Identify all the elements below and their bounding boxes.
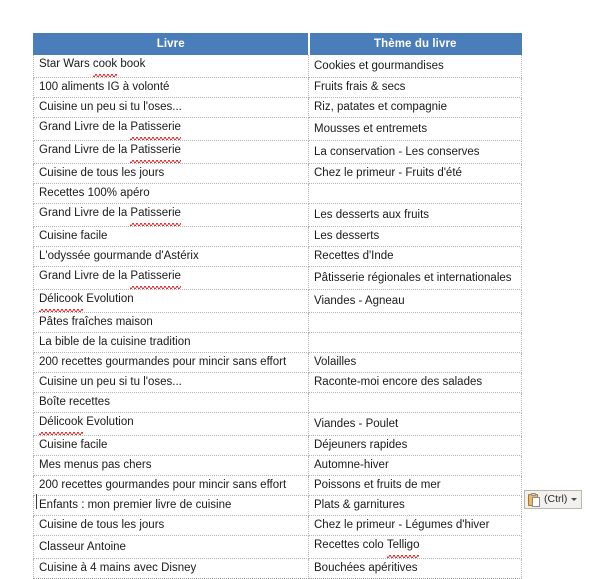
cell-livre[interactable]: Enfants : mon premier livre de cuisine: [34, 496, 309, 516]
table-row: [34, 267, 522, 290]
table-row: [34, 141, 522, 164]
text-caret: [36, 494, 37, 509]
table-row: [34, 164, 522, 184]
clipboard-icon: [528, 493, 541, 507]
table-row: [34, 78, 522, 98]
cell-livre[interactable]: Grand Livre de la Patisserie: [34, 141, 309, 164]
cell-livre[interactable]: Délicook Evolution: [34, 290, 309, 313]
paste-options-label: (Ctrl): [544, 493, 568, 506]
table-row: [34, 496, 522, 516]
table-row: [34, 247, 522, 267]
cell-theme[interactable]: La conservation - Les conserves: [309, 141, 522, 164]
table-row: [34, 55, 522, 78]
cell-livre[interactable]: Cuisine à 4 mains avec Disney: [34, 559, 309, 579]
cell-theme[interactable]: Viandes - Poulet: [309, 413, 522, 436]
cell-livre[interactable]: Cuisine facile: [34, 436, 309, 456]
table-row: [34, 373, 522, 393]
cell-livre[interactable]: Classeur Antoine: [34, 536, 309, 559]
column-header-theme: Thème du livre: [309, 34, 522, 55]
table-row: [34, 413, 522, 436]
misspelled-word: Délicook: [39, 413, 83, 435]
cell-theme[interactable]: Les desserts: [309, 227, 522, 247]
table-row: [34, 204, 522, 227]
table-row: [34, 290, 522, 313]
cell-livre[interactable]: 100 aliments IG à volonté: [34, 78, 309, 98]
cell-theme[interactable]: Poissons et fruits de mer: [309, 476, 522, 496]
cell-livre[interactable]: Cuisine facile: [34, 227, 309, 247]
misspelled-word: Patisserie: [130, 118, 181, 140]
cell-livre[interactable]: Délicook Evolution: [34, 413, 309, 436]
cell-theme[interactable]: Volailles: [309, 353, 522, 373]
table-row: [34, 353, 522, 373]
table-body: [34, 55, 522, 579]
misspelled-word: Patisserie: [130, 267, 181, 289]
cell-theme[interactable]: Chez le primeur - Fruits d'été: [309, 164, 522, 184]
table-row: [34, 436, 522, 456]
cell-livre[interactable]: Cuisine un peu si tu l'oses...: [34, 98, 309, 118]
cell-theme[interactable]: Recettes d'Inde: [309, 247, 522, 267]
cell-theme[interactable]: [309, 184, 522, 204]
cell-theme[interactable]: [309, 313, 522, 333]
cell-theme[interactable]: Mousses et entremets: [309, 118, 522, 141]
table-row: [34, 313, 522, 333]
cell-livre[interactable]: Star Wars cook book: [34, 55, 309, 78]
cell-livre[interactable]: Cuisine un peu si tu l'oses...: [34, 373, 309, 393]
chevron-down-icon[interactable]: [571, 498, 577, 501]
books-table: [33, 33, 522, 579]
cell-theme[interactable]: Automne-hiver: [309, 456, 522, 476]
misspelled-word: Patisserie: [130, 204, 181, 226]
table-row: [34, 333, 522, 353]
table-header: [34, 34, 522, 55]
cell-theme[interactable]: Riz, patates et compagnie: [309, 98, 522, 118]
cell-theme[interactable]: Cookies et gourmandises: [309, 55, 522, 78]
misspelled-word: Délicook: [39, 290, 83, 312]
cell-livre[interactable]: 200 recettes gourmandes pour mincir sans effort: [34, 476, 309, 496]
cell-theme[interactable]: Fruits frais & secs: [309, 78, 522, 98]
cell-livre[interactable]: L'odyssée gourmande d'Astérix: [34, 247, 309, 267]
table-row: [34, 98, 522, 118]
cell-theme[interactable]: Recettes colo Telligo: [309, 536, 522, 559]
cell-theme[interactable]: Déjeuners rapides: [309, 436, 522, 456]
paste-options-button[interactable]: [524, 490, 582, 509]
table-row: [34, 393, 522, 413]
column-header-livre: Livre: [34, 34, 309, 55]
cell-theme[interactable]: Bouchées apéritives: [309, 559, 522, 579]
cell-theme[interactable]: Les desserts aux fruits: [309, 204, 522, 227]
cell-livre[interactable]: Mes menus pas chers: [34, 456, 309, 476]
misspelled-word: Patisserie: [130, 141, 181, 163]
cell-livre[interactable]: Recettes 100% apéro: [34, 184, 309, 204]
cell-theme[interactable]: Raconte-moi encore des salades: [309, 373, 522, 393]
table-row: [34, 184, 522, 204]
cell-theme[interactable]: [309, 333, 522, 353]
table-row: [34, 456, 522, 476]
cell-theme[interactable]: Chez le primeur - Légumes d'hiver: [309, 516, 522, 536]
cell-livre[interactable]: Grand Livre de la Patisserie: [34, 267, 309, 290]
cell-livre[interactable]: Boîte recettes: [34, 393, 309, 413]
table-row: [34, 516, 522, 536]
misspelled-word: Telligo: [387, 536, 420, 558]
cell-theme[interactable]: [309, 393, 522, 413]
table-header-row: [34, 34, 522, 55]
table-row: [34, 559, 522, 579]
table-row: [34, 536, 522, 559]
misspelled-word: cook: [93, 55, 117, 77]
table-row: [34, 476, 522, 496]
cell-theme[interactable]: Pâtisserie régionales et internationales: [309, 267, 522, 290]
cell-theme[interactable]: Viandes - Agneau: [309, 290, 522, 313]
cell-livre[interactable]: Pâtes fraîches maison: [34, 313, 309, 333]
cell-livre[interactable]: Grand Livre de la Patisserie: [34, 118, 309, 141]
table-row: [34, 118, 522, 141]
cell-theme[interactable]: Plats & garnitures: [309, 496, 522, 516]
cell-livre[interactable]: Cuisine de tous les jours: [34, 516, 309, 536]
cell-livre[interactable]: 200 recettes gourmandes pour mincir sans effort: [34, 353, 309, 373]
cell-livre[interactable]: Cuisine de tous les jours: [34, 164, 309, 184]
cell-livre[interactable]: La bible de la cuisine tradition: [34, 333, 309, 353]
cell-livre[interactable]: Grand Livre de la Patisserie: [34, 204, 309, 227]
table-row: [34, 227, 522, 247]
